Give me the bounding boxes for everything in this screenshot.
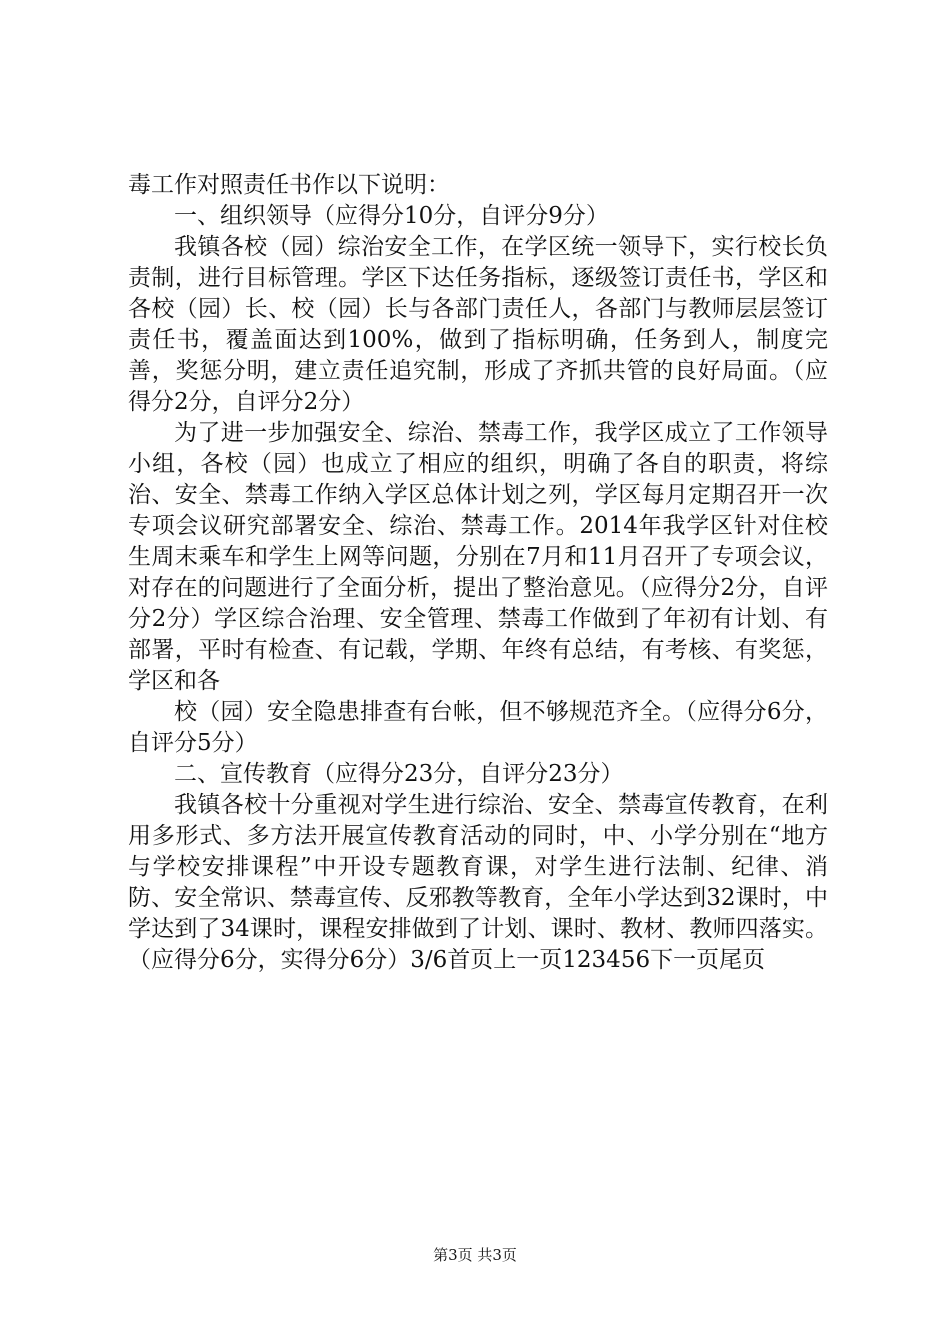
section-heading-education: 二、宣传教育（应得分23分，自评分23分）: [174, 761, 624, 787]
page-footer: 第3页 共3页: [433, 1246, 517, 1264]
document-body: [128, 170, 828, 976]
intro-line: 毒工作对照责任书作以下说明：: [128, 172, 450, 198]
paragraph-education: 我镇各校十分重视对学生进行综治、安全、禁毒宣传教育，在利用多形式、多方法开展宣传教育活动的同时，中、小学分别在“地方与学校安排课程”中开设专题教育课，对学生进行法制、纪律、消防、安全常识、禁毒宣传、反邪教等教育，全年小学达到32课时，中学达到了34课时，课程安排做到了计划、课时、教材、教师四落实。（应得分6分，实得分6分）3/6首页上一页123456下一页尾页: [128, 792, 828, 973]
section-heading-organization: 一、组织领导（应得分10分，自评分9分）: [174, 203, 609, 229]
paragraph-hazard-inspection: 校（园）安全隐患排查有台帐，但不够规范齐全。（应得分6分，自评分5分）: [128, 699, 828, 756]
paragraph-leadership-group: 为了进一步加强安全、综治、禁毒工作，我学区成立了工作领导小组，各校（园）也成立了相应的组织，明确了各自的职责，将综治、安全、禁毒工作纳入学区总体计划之列，学区每月定期召开一次专项会议研究部署安全、综治、禁毒工作。2014年我学区针对住校生周末乘车和学生上网等问题，分别在7月和11月召开了专项会议，对存在的问题进行了全面分析，提出了整治意见。（应得分2分，自评分2分）学区综合治理、安全管理、禁毒工作做到了年初有计划、有部署，平时有检查、有记载，学期、年终有总结，有考核、有奖惩，学区和各: [128, 420, 828, 694]
paragraph-responsibility: 我镇各校（园）综治安全工作，在学区统一领导下，实行校长负责制，进行目标管理。学区下达任务指标，逐级签订责任书，学区和各校（园）长、校（园）长与各部门责任人，各部门与教师层层签订责任书，覆盖面达到100%，做到了指标明确，任务到人，制度完善，奖惩分明，建立责任追究制，形成了齐抓共管的良好局面。（应得分2分，自评分2分）: [128, 234, 828, 415]
